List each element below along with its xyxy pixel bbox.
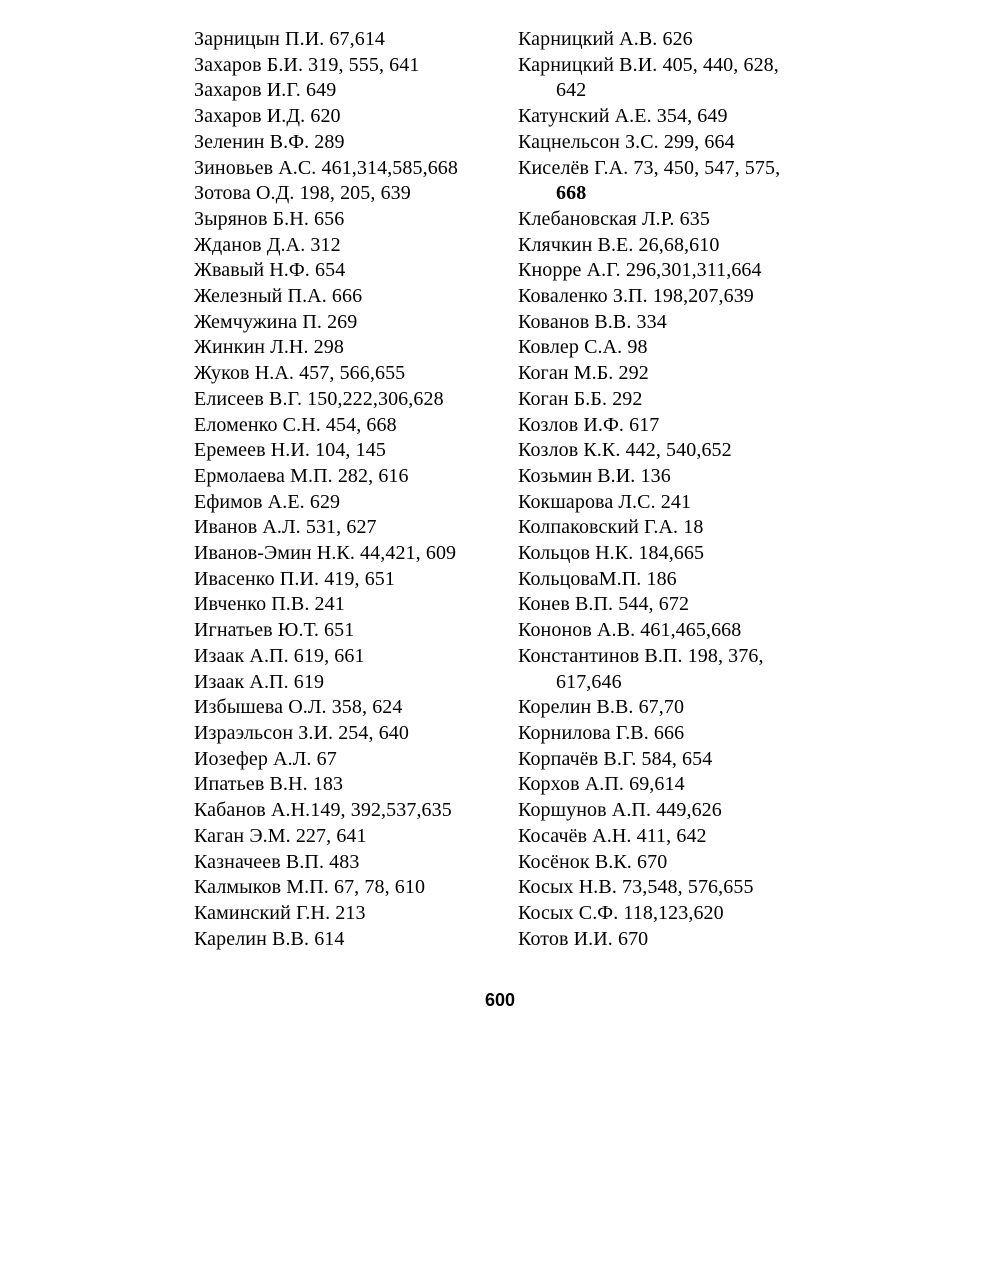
index-entry-text: Кнорре А.Г. 296,301,311,664: [518, 259, 762, 282]
index-entry: Жемчужина П. 269: [194, 310, 358, 333]
index-entry: Ивасенко П.И. 419, 651: [194, 567, 395, 590]
index-entry-continuation: 617,646: [556, 670, 622, 693]
index-entry: Зеленин В.Ф. 289: [194, 130, 345, 153]
index-entry: [518, 413, 818, 439]
index-entry: Захаров И.Г. 649: [194, 79, 337, 102]
index-entry-text: Конев В.П. 544, 672: [518, 593, 690, 616]
index-entry: Ермолаева М.П. 282, 616: [194, 464, 409, 487]
index-entry: Каминский Г.Н. 213: [194, 901, 366, 924]
index-entry: Казначеев В.П. 483: [194, 850, 360, 873]
index-entry: Зотова О.Д. 198, 205, 639: [194, 182, 411, 205]
index-entry: [518, 27, 818, 53]
index-entry: Каган Э.М. 227, 641: [194, 824, 367, 847]
index-entry: [518, 772, 818, 798]
index-entry: Избышева О.Л. 358, 624: [194, 696, 403, 719]
index-entry: [518, 130, 818, 156]
index-entry: Захаров Б.И. 319, 555, 641: [194, 53, 420, 76]
index-entry: [518, 927, 818, 953]
index-entry: Ефимов А.Е. 629: [194, 490, 341, 513]
index-entry: Зарницын П.И. 67,614: [194, 28, 386, 50]
index-entry: [518, 515, 818, 541]
index-entry-text: Клебановская Л.Р. 635: [518, 207, 710, 230]
index-entry: [518, 53, 818, 104]
index-entry: Жуков Н.А. 457, 566,655: [194, 362, 406, 385]
index-entry: [518, 464, 818, 490]
index-entry: Жвавый Н.Ф. 654: [194, 259, 346, 282]
index-entry: [518, 901, 818, 927]
index-entry: Жданов Д.А. 312: [194, 233, 341, 256]
index-entry-text: Карницкий В.И. 405, 440, 628,: [518, 53, 779, 76]
index-entry: [518, 721, 818, 747]
index-entry: Игнатьев Ю.Т. 651: [194, 619, 355, 642]
index-entry: [518, 335, 818, 361]
index-entry-text: Корхов А.П. 69,614: [518, 773, 685, 796]
index-entry-text: Корпачёв В.Г. 584, 654: [518, 747, 713, 770]
index-entry-text: Клячкин В.Е. 26,68,610: [518, 233, 720, 256]
index-column-left: [194, 27, 504, 952]
index-entry-text: Коган Б.Б. 292: [518, 387, 643, 410]
index-entry-text: Корнилова Г.В. 666: [518, 721, 685, 744]
index-entry: [518, 644, 818, 695]
index-entry: [518, 387, 818, 413]
index-entry: Израэльсон З.И. 254, 640: [194, 721, 409, 744]
index-entry: Калмыков М.П. 67, 78, 610: [194, 876, 426, 899]
index-entry: Железный П.А. 666: [194, 285, 363, 308]
index-entry-text: КольцоваМ.П. 186: [518, 567, 677, 590]
index-entry-text: Катунский А.Е. 354, 649: [518, 105, 728, 128]
index-entry: Ивченко П.В. 241: [194, 593, 345, 616]
index-entry: [518, 233, 818, 259]
index-entry-text: Коваленко З.П. 198,207,639: [518, 285, 754, 308]
index-entry: Карелин В.В. 614: [194, 927, 345, 950]
index-entry-text: Кольцов Н.К. 184,665: [518, 542, 705, 565]
index-entry: Жинкин Л.Н. 298: [194, 336, 344, 359]
index-column-right: [518, 27, 818, 952]
page-number: 600: [484, 990, 516, 1010]
index-entry: Иванов-Эмин Н.К. 44,421, 609: [194, 542, 457, 565]
index-entry-text: Кононов А.В. 461,465,668: [518, 619, 742, 642]
index-entry-text: Кованов В.В. 334: [518, 310, 667, 333]
index-entry: Еломенко С.Н. 454, 668: [194, 413, 397, 436]
index-entry: [518, 207, 818, 233]
index-entry: [518, 361, 818, 387]
index-entry: [518, 747, 818, 773]
index-entry: [518, 850, 818, 876]
index-entry-text: Косых Н.В. 73,548, 576,655: [518, 876, 754, 899]
index-entry: [518, 310, 818, 336]
index-entry: [518, 618, 818, 644]
index-entry-text: Косачёв А.Н. 411, 642: [518, 824, 707, 847]
index-entry: Кабанов А.Н.149, 392,537,635: [194, 799, 452, 822]
index-entry: Елисеев В.Г. 150,222,306,628: [194, 387, 444, 410]
index-entry-text: Косёнок В.К. 670: [518, 850, 668, 873]
index-entry: [518, 284, 818, 310]
index-entry-text: Кацнельсон З.С. 299, 664: [518, 130, 735, 153]
index-entry: Зиновьев А.С. 461,314,585,668: [194, 156, 458, 179]
index-entry-text: Киселёв Г.А. 73, 450, 547, 575,: [518, 156, 781, 179]
index-entry: Иозефер А.Л. 67: [194, 747, 337, 770]
index-entry: [518, 824, 818, 850]
index-entry: Зырянов Б.Н. 656: [194, 207, 345, 230]
index-entry: [518, 567, 818, 593]
index-entry-text: Коган М.Б. 292: [518, 362, 649, 385]
index-entry: [518, 875, 818, 901]
index-entry-text: Ковлер С.А. 98: [518, 336, 648, 359]
index-entry-text: Корелин В.В. 67,70: [518, 696, 685, 719]
index-entry-text: Косых С.Ф. 118,123,620: [518, 901, 724, 924]
index-entry: [518, 695, 818, 721]
index-entry: [518, 592, 818, 618]
index-entry-text: Козлов И.Ф. 617: [518, 413, 660, 436]
index-entry-text: Кокшарова Л.С. 241: [518, 490, 692, 513]
index-entry-continuation: 668: [556, 182, 587, 205]
index-entry: Изаак А.П. 619: [194, 670, 325, 693]
index-entry: [518, 258, 818, 284]
index-entry: Изаак А.П. 619, 661: [194, 644, 365, 667]
index-entry-text: Колпаковский Г.А. 18: [518, 516, 704, 539]
index-entry: [518, 490, 818, 516]
index-entry: [518, 541, 818, 567]
index-entry: [518, 156, 818, 207]
index-entry: [518, 438, 818, 464]
index-entry-text: Коршунов А.П. 449,626: [518, 799, 722, 822]
index-entry: [518, 104, 818, 130]
index-entry: Иванов А.Л. 531, 627: [194, 516, 377, 539]
index-entry-text: Котов И.И. 670: [518, 927, 649, 950]
index-entry-text: Карницкий А.В. 626: [518, 28, 693, 50]
index-entry: [518, 798, 818, 824]
index-entry-text: Козьмин В.И. 136: [518, 464, 671, 487]
index-entry: Захаров И.Д. 620: [194, 105, 341, 128]
index-entry: Еремеев Н.И. 104, 145: [194, 439, 386, 462]
index-entry-continuation: 642: [556, 79, 587, 102]
index-entry-text: Константинов В.П. 198, 376,: [518, 644, 764, 667]
index-entry-text: Козлов К.К. 442, 540,652: [518, 439, 732, 462]
index-entry: Ипатьев В.Н. 183: [194, 773, 344, 796]
